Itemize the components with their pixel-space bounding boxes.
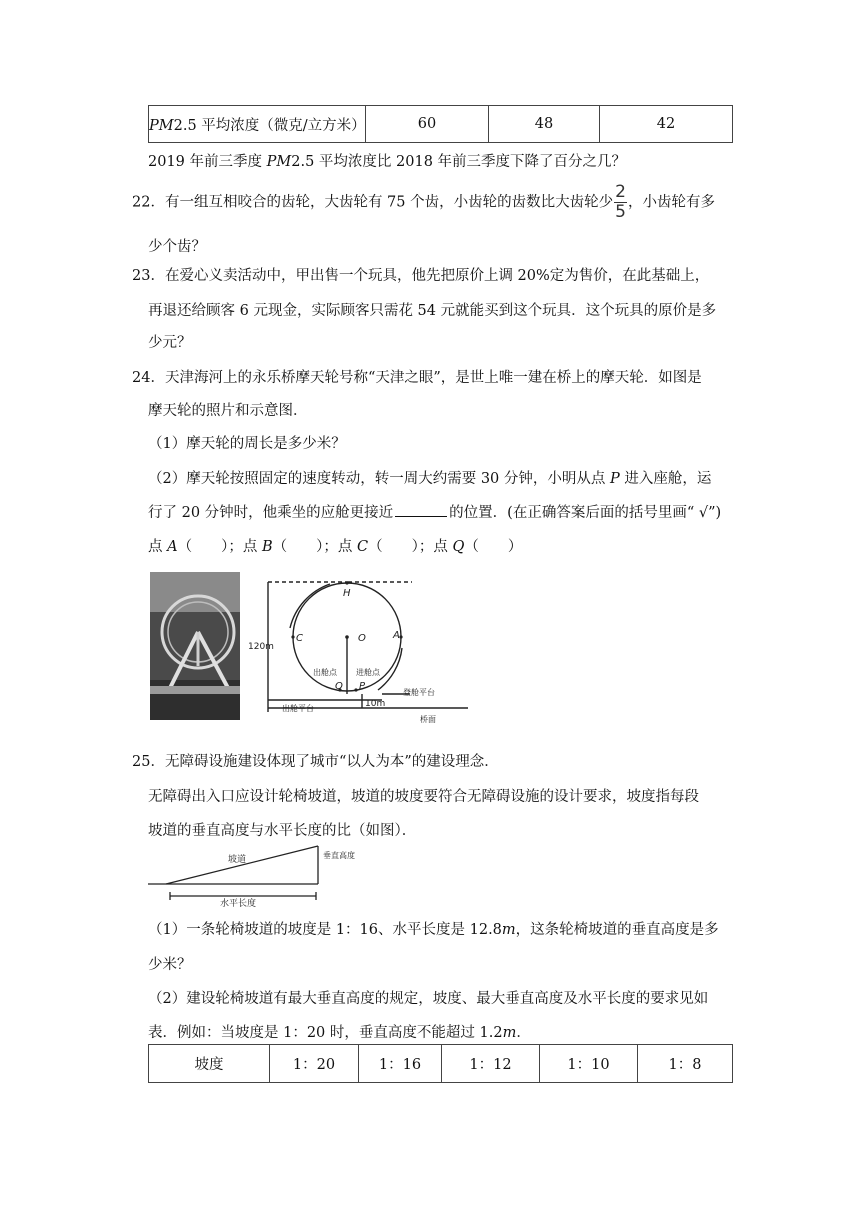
- slope-value-cell: 1：10: [540, 1045, 638, 1083]
- q24-line-1: [132, 366, 702, 387]
- label-c: C: [296, 633, 303, 644]
- q25-part-1-line-1: [148, 918, 719, 939]
- answer-blank[interactable]: [395, 504, 447, 517]
- label-h: H: [343, 588, 351, 599]
- q22-line-1: [132, 184, 715, 221]
- pm25-label-cell: [149, 106, 366, 143]
- slope-value-cell: 1：20: [270, 1045, 359, 1083]
- slope-value-cell: 1：16: [359, 1045, 442, 1083]
- label-p: P: [359, 681, 366, 692]
- q25-line-1: [132, 750, 499, 771]
- unit-m: m: [502, 1025, 517, 1041]
- q25-part-2-line-2: [148, 1021, 531, 1042]
- q21-question-line: [148, 150, 626, 171]
- q23-line-3: 少元？: [148, 335, 192, 351]
- q25-p1-text-a: （1）一条轮椅坡道的坡度是 1：16、水平长度是 12.8: [148, 922, 502, 938]
- option-bracket-b[interactable]: （ ）；点: [272, 539, 357, 555]
- q25-part-2-line-1: （2）建设轮椅坡道有最大垂直高度的规定，坡度、最大垂直高度及水平长度的要求见如: [148, 991, 709, 1007]
- slope-value-cell: 1：12: [442, 1045, 540, 1083]
- unit-m: m: [501, 922, 516, 938]
- question-number: 25．: [132, 754, 165, 770]
- ramp-slope-line: [166, 846, 318, 884]
- vertical-height-label: 垂直高度: [323, 851, 355, 860]
- fraction-two-fifths: [614, 184, 627, 221]
- q24-options-line: [148, 535, 522, 556]
- fraction-denominator: 5: [615, 202, 626, 222]
- label-boarding-platform: 登舱平台: [403, 688, 435, 697]
- label-bridge: 桥面: [420, 715, 436, 724]
- option-bracket-a[interactable]: （ ）；点: [177, 539, 262, 555]
- q25-line-2: 无障碍出入口应设计轮椅坡道，坡道的坡度要符合无障碍设施的设计要求，坡度指每段: [148, 789, 699, 805]
- slope-table: [148, 1044, 733, 1083]
- label-o: O: [358, 633, 366, 644]
- option-bracket-c[interactable]: （ ）；点: [368, 539, 453, 555]
- label-exit-point: 出舱点: [313, 668, 337, 677]
- slope-header-cell: 坡度: [149, 1045, 270, 1083]
- option-bracket-q[interactable]: （ ）: [464, 539, 523, 555]
- table-row: [149, 106, 733, 143]
- q25-part-1-line-2: 少米？: [148, 957, 192, 973]
- question-number: 24．: [132, 370, 165, 386]
- pm25-table: [148, 105, 733, 143]
- q25-p2-text-a: 表．例如：当坡度是 1：20 时，垂直高度不能超过 1.2: [148, 1025, 503, 1041]
- label-a: A: [393, 630, 400, 641]
- q25-line-3: 坡道的垂直高度与水平长度的比（如图）．: [148, 823, 417, 839]
- pm25-value-cell: 42: [600, 106, 733, 143]
- q24-text-1: 天津海河上的永乐桥摩天轮号称“天津之眼”，是世上唯一建在桥上的摩天轮．如图是: [164, 370, 702, 386]
- question-number: 22．: [132, 194, 165, 211]
- q24-part-1: （1）摩天轮的周长是多少米？: [148, 436, 346, 452]
- label-q: Q: [335, 681, 343, 692]
- q25-text-1: 无障碍设施建设体现了城市“以人为本”的建设理念．: [164, 754, 499, 770]
- q24-part-2-line-1: [148, 467, 711, 488]
- q24-p2-text-a: （2）摩天轮按照固定的速度转动，转一周大约需要 30 分钟，小明从点: [148, 471, 611, 487]
- ramp-diagram: [148, 840, 368, 910]
- ramp-label: 坡道: [228, 855, 247, 865]
- slope-value-cell: 1：8: [638, 1045, 733, 1083]
- pm25-value-cell: 60: [366, 106, 489, 143]
- option-point-a: A: [167, 539, 178, 555]
- q21-text-a: 2019 年前三季度: [148, 154, 267, 170]
- q23-text-1: 在爱心义卖活动中，甲出售一个玩具，他先把原价上调 20%定为售价，在此基础上，: [164, 268, 710, 284]
- fraction-numerator: 2: [615, 182, 626, 202]
- point-p-label: P: [610, 471, 620, 487]
- question-number: 23．: [132, 268, 165, 284]
- label-base: 10m: [365, 699, 386, 709]
- horizontal-length-label: 水平长度: [220, 899, 257, 909]
- pm-label-italic: PM: [149, 117, 174, 134]
- q24-p2-text-b: 进入座舱，运: [619, 471, 712, 487]
- pm-label-rest: 2.5 平均浓度（微克/立方米）: [173, 117, 366, 134]
- q24-line-2: 摩天轮的照片和示意图．: [148, 403, 308, 419]
- label-height: 120m: [248, 642, 274, 652]
- q25-p2-text-b: ．: [516, 1025, 531, 1041]
- ferris-wheel-figure: [150, 570, 480, 730]
- q22-text-b: ，小齿轮有多: [627, 194, 715, 211]
- option-point-b: B: [261, 539, 273, 555]
- q21-pm-italic: PM: [266, 154, 292, 170]
- pm25-value-cell: 48: [489, 106, 600, 143]
- q21-text-c: 2.5 平均浓度比 2018 年前三季度下降了百分之几？: [291, 154, 627, 170]
- option-point-c: C: [356, 539, 369, 555]
- option-prefix: 点: [148, 539, 168, 555]
- q22-line-2: 少个齿？: [148, 239, 206, 255]
- q24-p2-text-d: 的位置．(在正确答案后面的括号里画“ √”): [449, 505, 722, 521]
- q23-line-1: [132, 264, 709, 285]
- ferris-wheel-diagram: [268, 582, 468, 712]
- q23-line-2: 再退还给顾客 6 元现金，实际顾客只需花 54 元就能买到这个玩具．这个玩具的原价是多: [148, 303, 717, 319]
- table-row: [149, 1045, 733, 1083]
- q22-text-a: 有一组互相咬合的齿轮，大齿轮有 75 个齿，小齿轮的齿数比大齿轮少: [164, 194, 614, 211]
- q25-p1-text-b: ，这条轮椅坡道的垂直高度是多: [515, 922, 719, 938]
- label-exit-platform: 出舱平台: [282, 704, 314, 713]
- q24-part-2-line-2: [148, 501, 721, 522]
- label-entry-point: 进舱点: [356, 668, 380, 677]
- q24-p2-text-c: 行了 20 分钟时，他乘坐的应舱更接近: [148, 505, 394, 521]
- ferris-wheel-photo: [150, 572, 240, 720]
- option-point-q: Q: [452, 539, 465, 555]
